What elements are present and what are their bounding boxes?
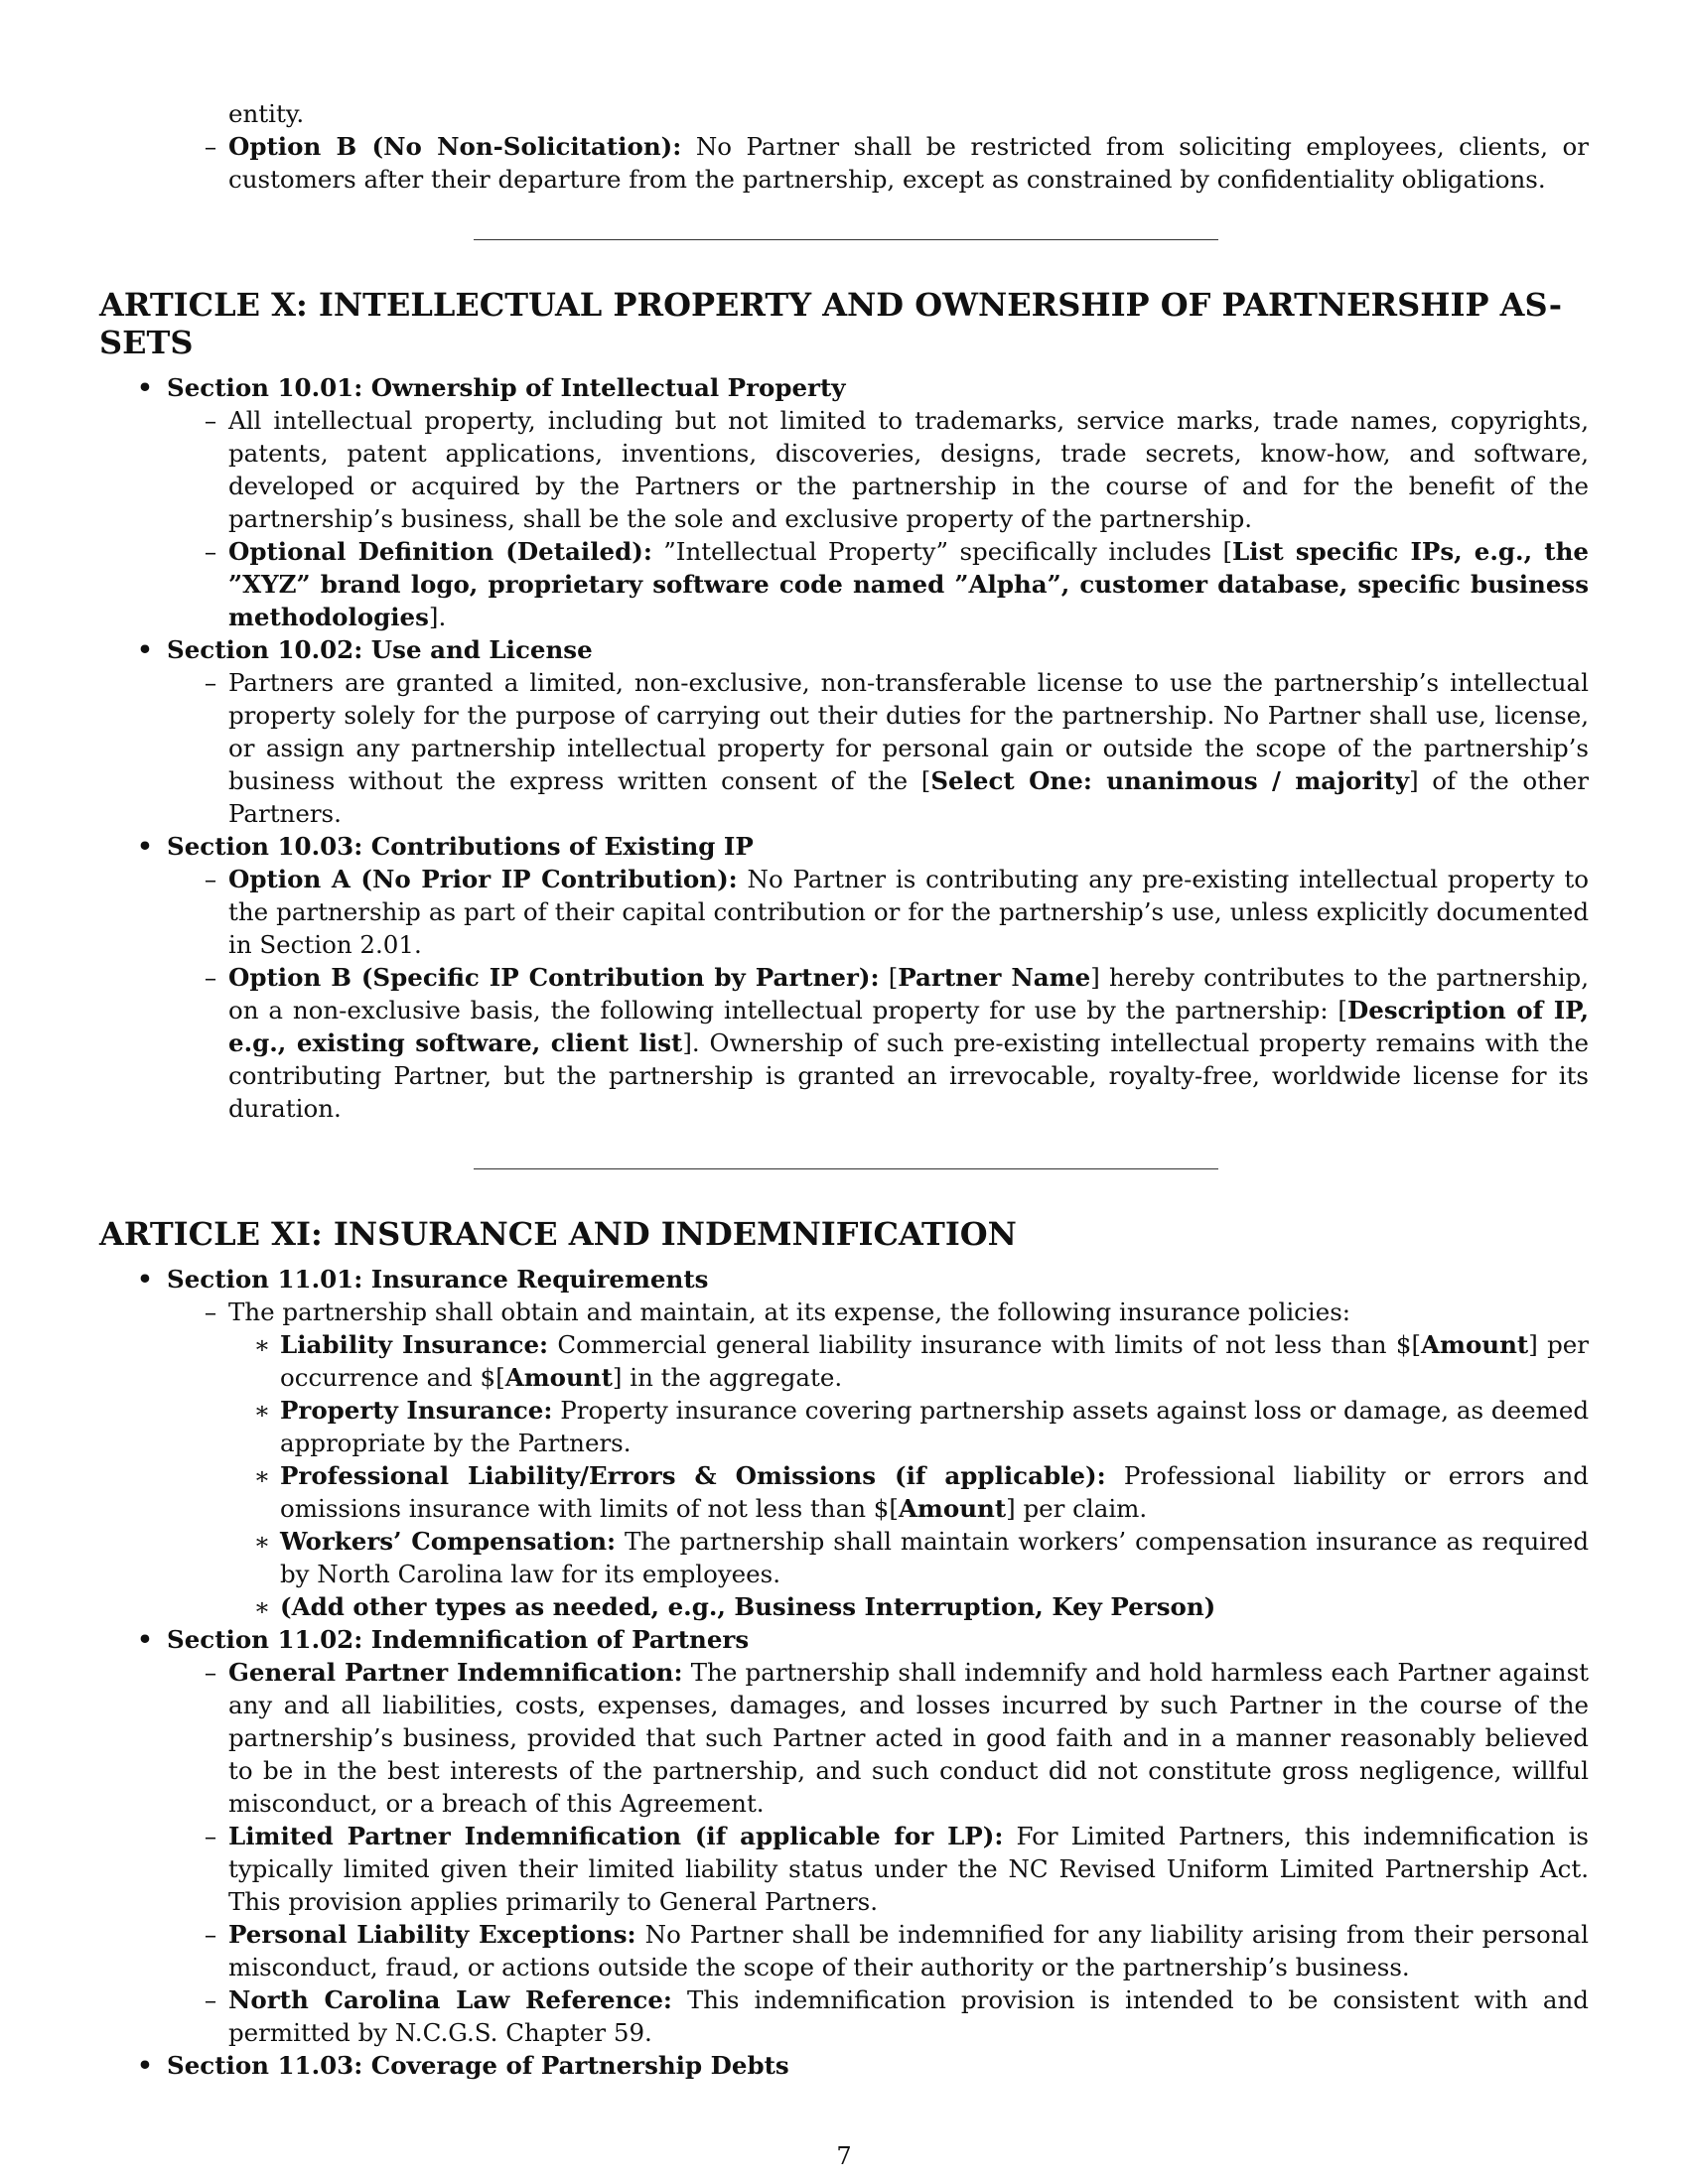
item-label: Personal Liability Exceptions: <box>228 1920 636 1949</box>
dash-marker: – <box>204 1297 217 1326</box>
dash-marker: – <box>204 1985 217 2014</box>
item-text: Commercial general liability insurance with limits of not less than $[ <box>548 1330 1422 1359</box>
section-title-text: Section 11.02: Indemnification of Partners <box>167 1625 750 1654</box>
bullet-marker: • <box>137 373 153 402</box>
item-text: ] hereby contributes to the partnership, on a non-exclusive basis, the following intellectual property for use by the partnership: [ <box>228 963 1590 1024</box>
page-number: 7 <box>836 2142 852 2170</box>
nc-law-reference <box>204 1983 1589 2049</box>
section-10-01-title <box>137 371 1589 404</box>
section-11-02-title <box>137 1623 1589 1656</box>
placeholder-text: Description of IP, e.g., existing software, client list <box>228 996 1589 1057</box>
item-label: Workers’ Compensation: <box>280 1527 617 1556</box>
bullet-marker: • <box>137 1265 153 1294</box>
dash-marker: – <box>204 132 217 161</box>
bullet-marker: • <box>137 832 153 861</box>
section-11-01-title <box>137 1263 1589 1296</box>
item-text-end: ]. Ownership of such pre-existing intellectual property remains with the contributing Partner, but the partnership is granted an irrevocable, royalty-free, worldwide license for its duration. <box>228 1028 1589 1123</box>
item-text: Professional liability or errors and omissions insurance with limits of not less than $[ <box>280 1461 1589 1523</box>
item-text: All intellectual property, including but not limited to trademarks, service marks, trade names, copyrights, patents, patent applications, inventions, discoveries, designs, trade secrets, know-how, and software, developed or acquired by the Partners or the partnership in the course of and for the benefit of the partnership’s business, shall be the sole and exclusive property of the partnership. <box>228 406 1589 533</box>
insurance-workers-comp <box>253 1525 1590 1590</box>
dash-marker: – <box>204 1658 217 1687</box>
section-10-01-item-2 <box>204 535 1589 633</box>
bullet-marker: • <box>137 1625 153 1654</box>
item-text: Partners are granted a limited, non-exclusive, non-transferable license to use the partnership’s intellectual property solely for the purpose of carrying out their duties for the partnership. No Partner shall use, license, or assign any partnership intellectual property for personal gain or outside the scope of the partnership’s business without the express written consent of the [ <box>228 668 1589 795</box>
item-text: The partnership shall obtain and maintain, at its expense, the following insurance policies: <box>228 1297 1351 1326</box>
section-10-02-title <box>137 633 1589 666</box>
section-10-03-item-1 <box>204 863 1589 961</box>
limited-partner-indemnification <box>204 1820 1589 1918</box>
dash-marker: – <box>204 406 217 435</box>
item-label: Option B (Specific IP Contribution by Partner): <box>228 963 880 992</box>
star-marker: ∗ <box>253 1330 271 1359</box>
placeholder-text: Amount <box>898 1494 1007 1523</box>
continuation-text: entity. <box>228 99 305 128</box>
placeholder-text: Amount <box>1421 1330 1529 1359</box>
bullet-marker: • <box>137 635 153 664</box>
bullet-marker: • <box>137 2051 153 2080</box>
item-text-end: ]. <box>428 603 447 631</box>
item-text-end: ] per claim. <box>1006 1494 1148 1523</box>
item-label: Professional Liability/Errors & Omissions (if applicable): <box>280 1461 1106 1490</box>
star-marker: ∗ <box>253 1396 271 1425</box>
insurance-liability <box>253 1328 1589 1394</box>
dash-marker: – <box>204 668 217 697</box>
star-marker: ∗ <box>253 1592 271 1621</box>
section-10-01-item-1 <box>204 404 1589 535</box>
item-label: North Carolina Law Reference: <box>228 1985 672 2014</box>
item-text: ] per occurrence and $[ <box>280 1330 1589 1392</box>
section-11-01-intro <box>204 1296 1589 1328</box>
article-xi-heading: ARTICLE XI: INSURANCE AND INDEMNIFICATION <box>99 1215 1017 1253</box>
item-label: Property Insurance: <box>280 1396 553 1425</box>
item-text-end: ] in the aggregate. <box>612 1363 843 1392</box>
insurance-professional-liability <box>253 1459 1589 1525</box>
section-title-text: Section 11.03: Coverage of Partnership Debts <box>167 2051 789 2080</box>
dash-marker: – <box>204 963 217 992</box>
section-title-text: Section 10.03: Contributions of Existing IP <box>167 832 754 861</box>
item-text: This indemnification provision is intended to be consistent with and permitted by N.C.G.S. Chapter 59. <box>228 1985 1589 2047</box>
placeholder-text: Select One: unanimous / majority <box>930 766 1410 795</box>
general-partner-indemnification <box>204 1656 1589 1820</box>
section-divider <box>474 1168 1218 1169</box>
article-x-heading: ARTICLE X: INTELLECTUAL PROPERTY AND OWNERSHIP OF PARTNERSHIP AS-SETS <box>99 286 1563 361</box>
placeholder-text: Amount <box>504 1363 613 1392</box>
section-10-03-item-2 <box>204 961 1590 1125</box>
item-label: Option A (No Prior IP Contribution): <box>228 865 738 893</box>
placeholder-text: List specific IPs, e.g., the ”XYZ” brand logo, proprietary software code named ”Alpha”, customer database, specific business methodologies <box>228 537 1589 631</box>
item-text: No Partner shall be indemnified for any liability arising from their personal misconduct, fraud, or actions outside the scope of their authority or the partnership’s business. <box>228 1920 1590 1981</box>
item-text: For Limited Partners, this indemnification is typically limited given their limited liability status under the NC Revised Uniform Limited Partnership Act. This provision applies primarily to General Partners. <box>228 1822 1589 1916</box>
item-label: Limited Partner Indemnification (if applicable for LP): <box>228 1822 1004 1850</box>
item-text: No Partner is contributing any pre-existing intellectual property to the partnership as part of their capital contribution or for the partnership’s use, unless explicitly documented in Section 2.01. <box>228 865 1589 959</box>
item-label: Optional Definition (Detailed): <box>228 537 652 566</box>
section-11-03-title <box>137 2049 1589 2082</box>
section-10-02-item-1 <box>204 666 1589 830</box>
dash-marker: – <box>204 537 217 566</box>
item-text: [ <box>879 963 899 992</box>
personal-liability-exceptions <box>204 1918 1590 1983</box>
section-title-text: Section 11.01: Insurance Requirements <box>167 1265 709 1294</box>
dash-marker: – <box>204 1822 217 1850</box>
star-marker: ∗ <box>253 1461 271 1490</box>
document-page <box>99 97 1589 2082</box>
section-title-text: Section 10.02: Use and License <box>167 635 593 664</box>
item-label: (Add other types as needed, e.g., Business Interruption, Key Person) <box>280 1592 1216 1621</box>
placeholder-text: Partner Name <box>898 963 1091 992</box>
option-label: Option B (No Non-Solicitation): <box>228 132 682 161</box>
option-text: No Partner shall be restricted from soliciting employees, clients, or customers after their departure from the partnership, except as constrained by confidentiality obligations. <box>228 132 1590 194</box>
option-b-non-solicitation <box>204 130 1590 196</box>
section-title-text: Section 10.01: Ownership of Intellectual Property <box>167 373 846 402</box>
dash-marker: – <box>204 1920 217 1949</box>
insurance-property <box>253 1394 1590 1459</box>
item-text: The partnership shall indemnify and hold harmless each Partner against any and all liabilities, costs, expenses, damages, and losses incurred by such Partner in the course of the partnership’s business, provided that such Partner acted in good faith and in a manner reasonably believed to be in the best interests of the partnership, and such conduct did not constitute gross negligence, willful misconduct, or a breach of this Agreement. <box>228 1658 1589 1818</box>
item-text-end: ] of the other Partners. <box>228 766 1589 828</box>
item-text: ”Intellectual Property” specifically includes [ <box>651 537 1233 566</box>
dash-marker: – <box>204 865 217 893</box>
section-divider <box>474 239 1218 240</box>
star-marker: ∗ <box>253 1527 271 1556</box>
section-10-03-title <box>137 830 1589 863</box>
insurance-other-types <box>253 1590 1589 1623</box>
item-text: Property insurance covering partnership assets against loss or damage, as deemed appropriate by the Partners. <box>280 1396 1590 1457</box>
item-text: The partnership shall maintain workers’ compensation insurance as required by North Carolina law for its employees. <box>280 1527 1590 1588</box>
item-label: General Partner Indemnification: <box>228 1658 683 1687</box>
item-label: Liability Insurance: <box>280 1330 549 1359</box>
